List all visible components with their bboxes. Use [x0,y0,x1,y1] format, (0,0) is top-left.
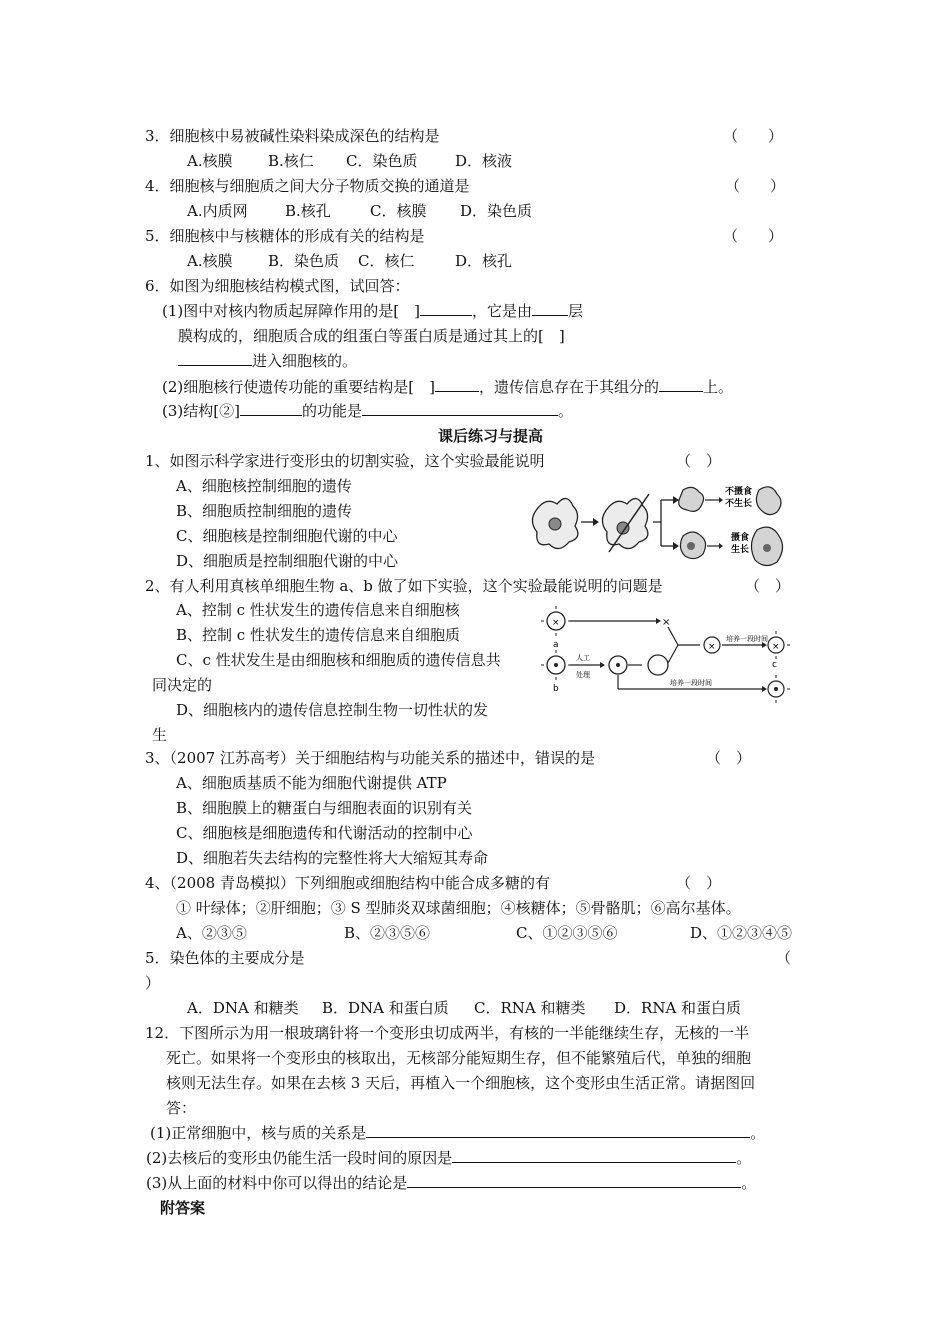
q4-option-a[interactable]: A.内质网 [187,202,248,220]
e12-sub-3 [146,1173,756,1193]
section-title: 课后练习与提高 [438,427,544,445]
e12-blank-1[interactable] [366,1123,750,1138]
e2-option-d-cont: 生 [152,726,168,744]
e4-option-a[interactable]: A、②③⑤ [176,924,247,942]
q6-blank-1[interactable] [420,301,472,316]
q3-answer-paren[interactable]: （ ） [723,127,784,145]
e4-answer-paren[interactable]: （ ） [676,874,722,892]
q6-p1-text-e: 进入细胞核的。 [252,352,358,370]
q6-part1-line3 [178,351,357,371]
q5-option-c[interactable]: C．核仁 [358,252,415,270]
e4-stem: 4、（2008 青岛模拟）下列细胞或细胞结构中能合成多糖的有 [145,874,550,892]
q6-p3-text-a: (3)结构[②] [162,402,240,420]
e12-sub-1 [150,1123,765,1143]
e1-option-a[interactable]: A、细胞核控制细胞的遗传 [176,477,352,495]
q5-option-a[interactable]: A.核膜 [187,252,233,270]
amoeba-half-no-nucleus [679,487,704,511]
q6-stem: 6．如图为细胞核结构模式图，试回答： [145,277,410,295]
e3-stem: 3、（2007 江苏高考）关于细胞结构与功能关系的描述中，错误的是 [145,749,595,767]
e5-stem: 5．染色体的主要成分是 [145,949,305,967]
q3-option-d[interactable]: D．核液 [455,152,513,170]
fig2-label-artificial: 人工 [576,654,590,662]
q3-option-a[interactable]: A.核膜 [187,152,233,170]
svg-text:×: × [772,642,780,652]
q6-p3-text-c: 。 [557,402,573,420]
q6-blank-7[interactable] [362,401,558,416]
e1-stem: 1、如图示科学家进行变形虫的切割实验，这个实验最能说明 [145,452,545,470]
e1-option-c[interactable]: C、细胞核是控制细胞代谢的中心 [176,527,398,545]
e5-paren-close: ） [145,974,161,992]
e4-items: ① 叶绿体；②肝细胞；③ S 型肺炎双球菌细胞；④核糖体；⑤骨骼肌；⑥高尔基体。 [176,899,741,917]
e2-option-b[interactable]: B、控制 c 性状发生的遗传信息来自细胞质 [176,626,460,644]
fig2-label-culture-1: 培养一段时间 [726,635,768,643]
e12-blank-2[interactable] [452,1148,736,1163]
q6-blank-5[interactable] [659,377,703,392]
q4-stem: 4．细胞核与细胞质之间大分子物质交换的通道是 [145,177,470,195]
e12-line-1: 12．下图所示为用一根玻璃针将一个变形虫切成两半，有核的一半能继续生存，无核的一半 [145,1024,750,1042]
q6-p1-text-b: ，它是由 [471,302,532,320]
e12-line-4: 答： [166,1099,197,1117]
e3-option-d[interactable]: D、细胞若失去结构的完整性将大大缩短其寿命 [176,849,489,867]
fig2-label-culture-2: 培养一段时间 [670,679,712,687]
q6-part2 [162,377,733,397]
fig1-label-eat: 摄食 [731,533,750,543]
q5-answer-paren[interactable]: （ ） [723,227,784,245]
amoeba-nucleus [549,518,561,530]
q6-part1-line1 [162,301,583,321]
e12-sub-2-text: (2)去核后的变形虫仍能生活一段时间的原因是 [146,1149,453,1167]
e2-option-c-cont: 同决定的 [152,676,213,694]
e12-sub-1-text: (1)正常细胞中，核与质的关系是 [150,1124,367,1142]
e4-option-d[interactable]: D、①②③④⑤ [690,924,793,942]
q4-answer-paren[interactable]: （ ） [725,177,786,195]
e12-sub-2 [146,1148,751,1168]
e12-blank-3[interactable] [407,1173,741,1188]
q6-part3 [162,401,573,421]
e3-option-c[interactable]: C、细胞核是细胞遗传和代谢活动的控制中心 [176,824,473,842]
q3-option-c[interactable]: C．染色质 [346,152,418,170]
q4-option-d[interactable]: D．染色质 [460,202,533,220]
q3-option-b[interactable]: B.核仁 [268,152,314,170]
q6-blank-4[interactable] [435,377,479,392]
q6-blank-6[interactable] [240,401,302,416]
q6-p2-text-c: 上。 [702,378,733,396]
q5-option-d[interactable]: D．核孔 [455,252,513,270]
fig2-label-a: a [553,640,559,650]
q6-p3-text-b: 的功能是 [301,402,362,420]
q5-option-b[interactable]: B．染色质 [268,252,340,270]
fig1-label-grow: 生长 [731,545,750,555]
e2-answer-paren[interactable]: （ ） [745,577,791,595]
e2-option-c[interactable]: C、c 性状发生是由细胞核和细胞质的遗传信息共 [176,651,501,669]
fig1-label-no-eat: 不摄食 [725,487,753,497]
e5-option-d[interactable]: D．RNA 和蛋白质 [614,999,742,1017]
e5-option-a[interactable]: A．DNA 和糖类 [187,999,299,1017]
nuclear-transfer-figure [540,605,790,705]
q3-stem: 3．细胞核中易被碱性染料染成深色的结构是 [145,127,440,145]
e12-sub-1-end: 。 [750,1124,766,1142]
q6-blank-3[interactable] [178,351,252,366]
svg-text:×: × [552,618,560,628]
e5-option-b[interactable]: B．DNA 和蛋白质 [322,999,449,1017]
fig2-label-treatment: 处理 [576,671,590,679]
q6-part1-line2: 膜构成的，细胞质合成的组蛋白等蛋白质是通过其上的[ ] [178,327,565,345]
q6-p2-text-b: ，遗传信息存在于其组分的 [478,378,659,396]
e12-sub-3-text: (3)从上面的材料中你可以得出的结论是 [146,1174,408,1192]
e1-option-b[interactable]: B、细胞质控制细胞的遗传 [176,502,353,520]
e12-line-2: 死亡。如果将一个变形虫的核取出，无核部分能短期生存，但不能繁殖后代，单独的细胞 [166,1049,752,1067]
amoeba-cutting-figure [527,482,787,574]
e4-option-b[interactable]: B、②③⑤⑥ [344,924,431,942]
fig1-label-no-grow: 不生长 [725,499,753,509]
e5-option-c[interactable]: C．RNA 和糖类 [474,999,586,1017]
e3-option-b[interactable]: B、细胞膜上的糖蛋白与细胞表面的识别有关 [176,799,473,817]
e4-option-c[interactable]: C、①②③⑤⑥ [516,924,618,942]
q4-option-b[interactable]: B.核孔 [285,202,331,220]
e2-option-d[interactable]: D、细胞核内的遗传信息控制生物一切性状的发 [176,701,489,719]
e12-sub-2-end: 。 [736,1149,752,1167]
e3-answer-paren[interactable]: （ ） [706,749,752,767]
e12-line-3: 核则无法生存。如果在去核 3 天后，再植入一个细胞核，这个变形虫生活正常。请据图回 [166,1074,756,1092]
e2-stem: 2、有人利用真核单细胞生物 a、b 做了如下实验，这个实验最能说明的问题是 [145,577,663,595]
e1-option-d[interactable]: D、细胞质是控制细胞代谢的中心 [176,552,399,570]
e2-option-a[interactable]: A、控制 c 性状发生的遗传信息来自细胞核 [176,601,460,619]
fig2-label-c: c [772,660,777,670]
q6-p2-text-a: (2)细胞核行使遗传功能的重要结构是[ ] [162,378,435,396]
q6-p1-text-a: (1)图中对核内物质起屏障作用的是[ ] [162,302,420,320]
e3-option-a[interactable]: A、细胞质基质不能为细胞代谢提供 ATP [176,774,447,792]
e1-answer-paren[interactable]: （ ） [676,452,722,470]
e12-sub-3-end: 。 [741,1174,757,1192]
fig2-label-b: b [553,684,559,694]
q6-blank-2[interactable] [532,301,568,316]
answer-title: 附答案 [160,1199,206,1217]
q5-stem: 5．细胞核中与核糖体的形成有关的结构是 [145,227,425,245]
svg-text:×: × [662,617,671,628]
svg-text:×: × [708,642,716,652]
e5-paren-open[interactable]: （ [776,949,792,967]
q6-p1-text-c: 层 [567,302,583,320]
q4-option-c[interactable]: C．核膜 [370,202,427,220]
